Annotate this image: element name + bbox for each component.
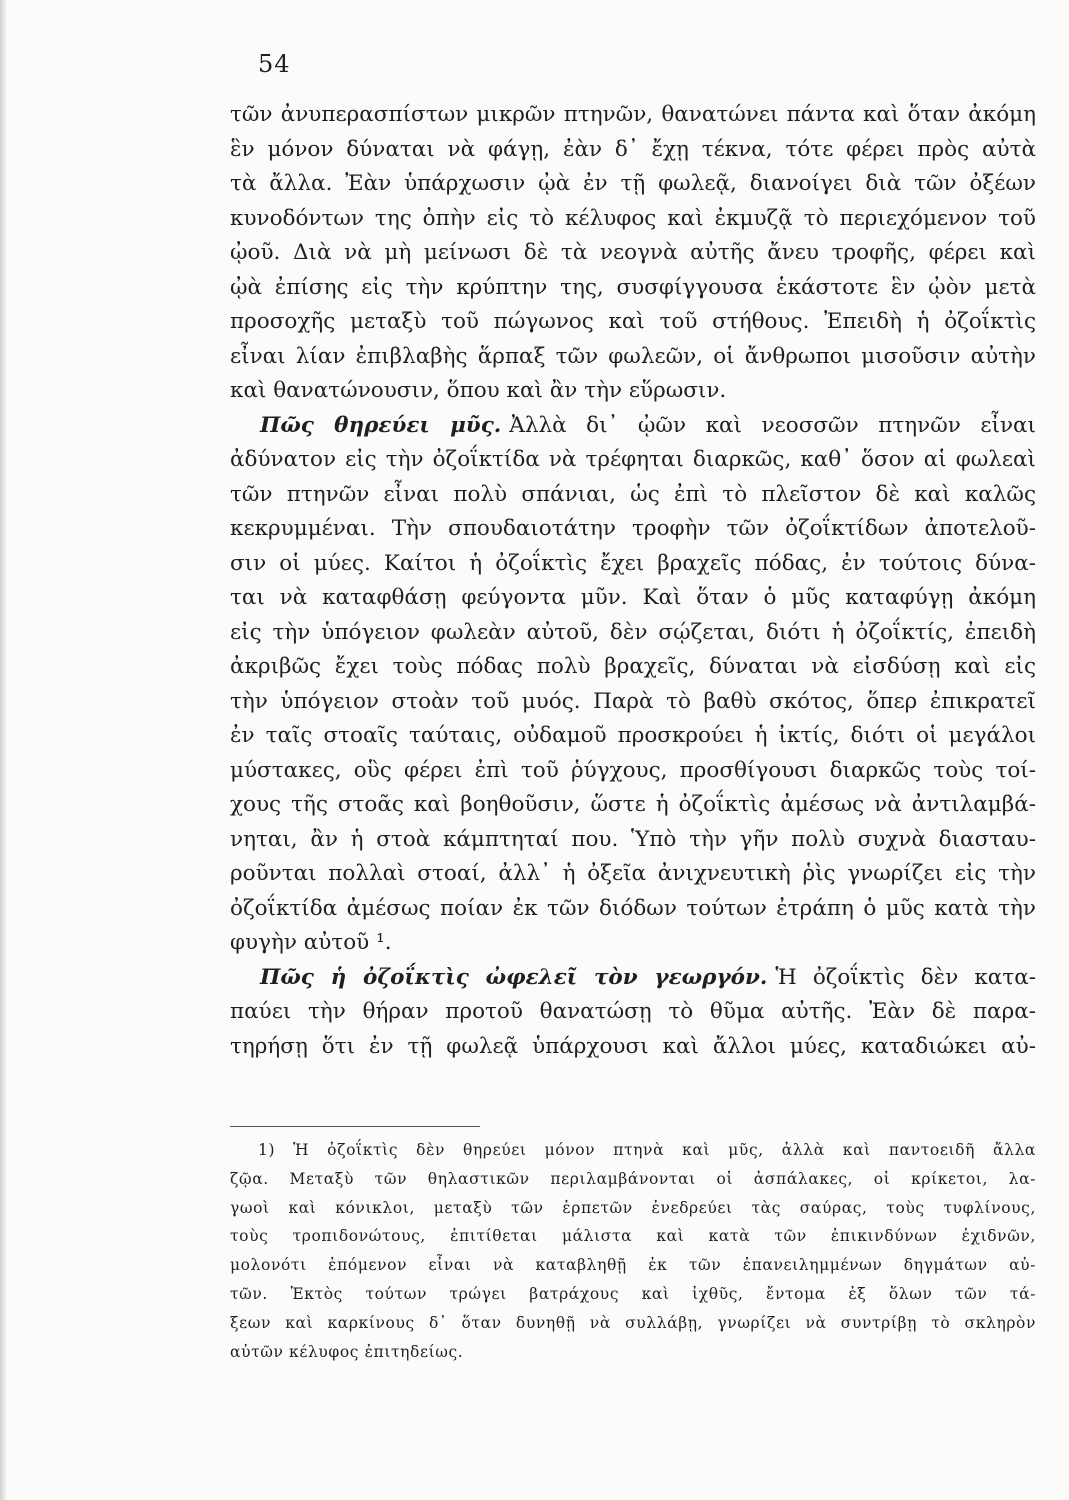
section-line-mice <box>230 409 1036 444</box>
text-line-start: Ἀλλὰ δι᾽ ᾠῶν καὶ νεοσσῶν πτηνῶν εἶναι <box>509 412 1036 438</box>
text-line: ᾠοῦ. Διὰ νὰ μὴ μείνωσι δὲ τὰ νεογνὰ αὐτῆς ἄνευ τροφῆς, φέρει καὶ <box>230 240 1036 265</box>
footnote-line: γωοὶ καὶ κόνικλοι, μεταξὺ τῶν ἑρπετῶν ἐνεδρεύει τὰς σαύρας, τοὺς τυφλίνους, <box>230 1198 1036 1217</box>
footnote-line: ξεων καὶ καρκίνους δ᾽ ὅταν δυνηθῇ νὰ συλλάβῃ, γνωρίζει νὰ συντρίβῃ τὸ σκληρὸν <box>230 1313 1036 1332</box>
page-binding-edge <box>0 0 6 1500</box>
text-line: εἶναι λίαν ἐπιβλαβὴς ἅρπαξ τῶν φωλεῶν, οἱ ἄνθρωποι μισοῦσιν αὐτὴν <box>230 343 1036 369</box>
text-line: ροῦνται πολλαὶ στοαί, ἀλλ᾽ ἡ ὀξεῖα ἀνιχνευτικὴ ῥὶς γνωρίζει εἰς τὴν <box>230 861 1036 886</box>
text-line: καὶ θανατώνουσιν, ὅπου καὶ ἂν τὴν εὕρωσιν. <box>230 378 727 403</box>
text-line: ᾠὰ ἐπίσης εἰς τὴν κρύπτην της, συσφίγγουσα ἑκάστοτε ἓν ᾠὸν μετὰ <box>230 274 1036 300</box>
footnote-line: μολονότι ἑπόμενον εἶναι νὰ καταβληθῇ ἐκ τῶν ἐπανειλημμένων δηγμάτων αὐ- <box>230 1256 1036 1275</box>
footnote-line: αὐτῶν κέλυφος ἐπιτηδείως. <box>230 1342 464 1361</box>
text-line: ἓν μόνον δύναται νὰ φάγῃ, ἐὰν δ᾽ ἔχῃ τέκνα, τότε φέρει πρὸς αὐτὰ <box>230 136 1036 162</box>
text-line: τὴν ὑπόγειον στοὰν τοῦ μυός. Παρὰ τὸ βαθὺ σκότος, ὅπερ ἐπικρατεῖ <box>230 688 1036 714</box>
footnote-divider <box>230 1126 480 1127</box>
footnote-line: τοὺς τροπιδονώτους, ἐπιτίθεται μάλιστα καὶ κατὰ τῶν ἐπικινδύνων ἐχιδνῶν, <box>230 1227 1036 1246</box>
text-line: εἰς τὴν ὑπόγειον φωλεὰν αὐτοῦ, δὲν σῴζεται, διότι ἡ ὀζοΐκτίς, ἐπειδὴ <box>230 619 1036 645</box>
footnote <box>230 1136 1036 1366</box>
text-line: τηρήσῃ ὅτι ἐν τῇ φωλεᾷ ὑπάρχουσι καὶ ἄλλοι μύες, καταδιώκει αὐ- <box>230 1033 1036 1059</box>
footnote-line: τῶν. Ἐκτὸς τούτων τρώγει βατράχους καὶ ἰχθῦς, ἔντομα ἐξ ὅλων τῶν τά- <box>230 1284 1036 1303</box>
text-line: φυγὴν αὐτοῦ ¹. <box>230 930 392 955</box>
text-line: τῶν ἀνυπερασπίστων μικρῶν πτηνῶν, θανατώνει πάντα καὶ ὅταν ἀκόμη <box>230 102 1036 127</box>
text-line: ἀκριβῶς ἔχει τοὺς πόδας πολὺ βραχεῖς, δύναται νὰ εἰσδύσῃ καὶ εἰς <box>230 654 1036 679</box>
text-line: ἀδύνατον εἰς τὴν ὀζοΐκτίδα νὰ τρέφηται διαρκῶς, καθ᾽ ὅσον αἱ φωλεαὶ <box>230 447 1036 472</box>
text-line: νηται, ἂν ἡ στοὰ κάμπτηταί που. Ὑπὸ τὴν γῆν πολὺ συχνὰ διασταυ- <box>230 826 1036 852</box>
text-line: τὰ ἄλλα. Ἐὰν ὑπάρχωσιν ᾠὰ ἐν τῇ φωλεᾷ, διανοίγει διὰ τῶν ὀξέων <box>230 171 1036 196</box>
text-line: ται νὰ καταφθάσῃ φεύγοντα μῦν. Καὶ ὅταν ὁ μῦς καταφύγῃ ἀκόμη <box>230 585 1036 610</box>
text-line: παύει τὴν θήραν προτοῦ θανατώσῃ τὸ θῦμα αὐτῆς. Ἐὰν δὲ παρα- <box>230 999 1036 1024</box>
footnote-line: 1) Ἡ ὀζοΐκτὶς δὲν θηρεύει μόνον πτηνὰ καὶ μῦς, ἀλλὰ καὶ παντοειδῆ ἄλλα <box>258 1141 1036 1159</box>
text-line: μύστακες, οὓς φέρει ἐπὶ τοῦ ῥύγχους, προσθίγουσι διαρκῶς τοὺς τοί- <box>230 757 1036 783</box>
section-heading-mice: Πῶς θηρεύει μῦς. <box>260 412 502 438</box>
text-line-start: Ἡ ὀζοΐκτὶς δὲν κατα- <box>775 964 1036 990</box>
text-line: κυνοδόντων της ὀπὴν εἰς τὸ κέλυφος καὶ ἐκμυζᾷ τὸ περιεχόμενον τοῦ <box>230 205 1036 231</box>
section-line-farmer <box>230 961 1036 996</box>
text-line: τῶν πτηνῶν εἶναι πολὺ σπάνιαι, ὡς ἐπὶ τὸ πλεῖστον δὲ καὶ καλῶς <box>230 481 1036 507</box>
footnote-line: ζῷα. Μεταξὺ τῶν θηλαστικῶν περιλαμβάνονται οἱ ἀσπάλακες, οἱ κρίκετοι, λα- <box>230 1169 1036 1188</box>
text-line: χους τῆς στοᾶς καὶ βοηθοῦσιν, ὥστε ἡ ὀζοΐκτὶς ἀμέσως νὰ ἀντιλαμβά- <box>230 792 1036 817</box>
page-number: 54 <box>258 50 291 78</box>
text-line: ἐν ταῖς στοαῖς ταύταις, οὐδαμοῦ προσκρούει ἡ ἰκτίς, διότι οἱ μεγάλοι <box>230 723 1036 748</box>
text-line: κεκρυμμέναι. Τὴν σπουδαιοτάτην τροφὴν τῶν ὀζοΐκτίδων ἀποτελοῦ- <box>230 516 1036 541</box>
body-text <box>230 98 1036 1064</box>
text-line: ὀζοΐκτίδα ἀμέσως ποίαν ἐκ τῶν διόδων τούτων ἐτράπη ὁ μῦς κατὰ τὴν <box>230 895 1036 921</box>
section-heading-farmer: Πῶς ἡ ὀζοΐκτὶς ὠφελεῖ τὸν γεωργόν. <box>260 964 768 990</box>
text-line: σιν οἱ μύες. Καίτοι ἡ ὀζοΐκτὶς ἔχει βραχεῖς πόδας, ἐν τούτοις δύνα- <box>230 550 1036 576</box>
text-line: προσοχῆς μεταξὺ τοῦ πώγωνος καὶ τοῦ στήθους. Ἐπειδὴ ἡ ὀζοΐκτὶς <box>230 309 1036 334</box>
